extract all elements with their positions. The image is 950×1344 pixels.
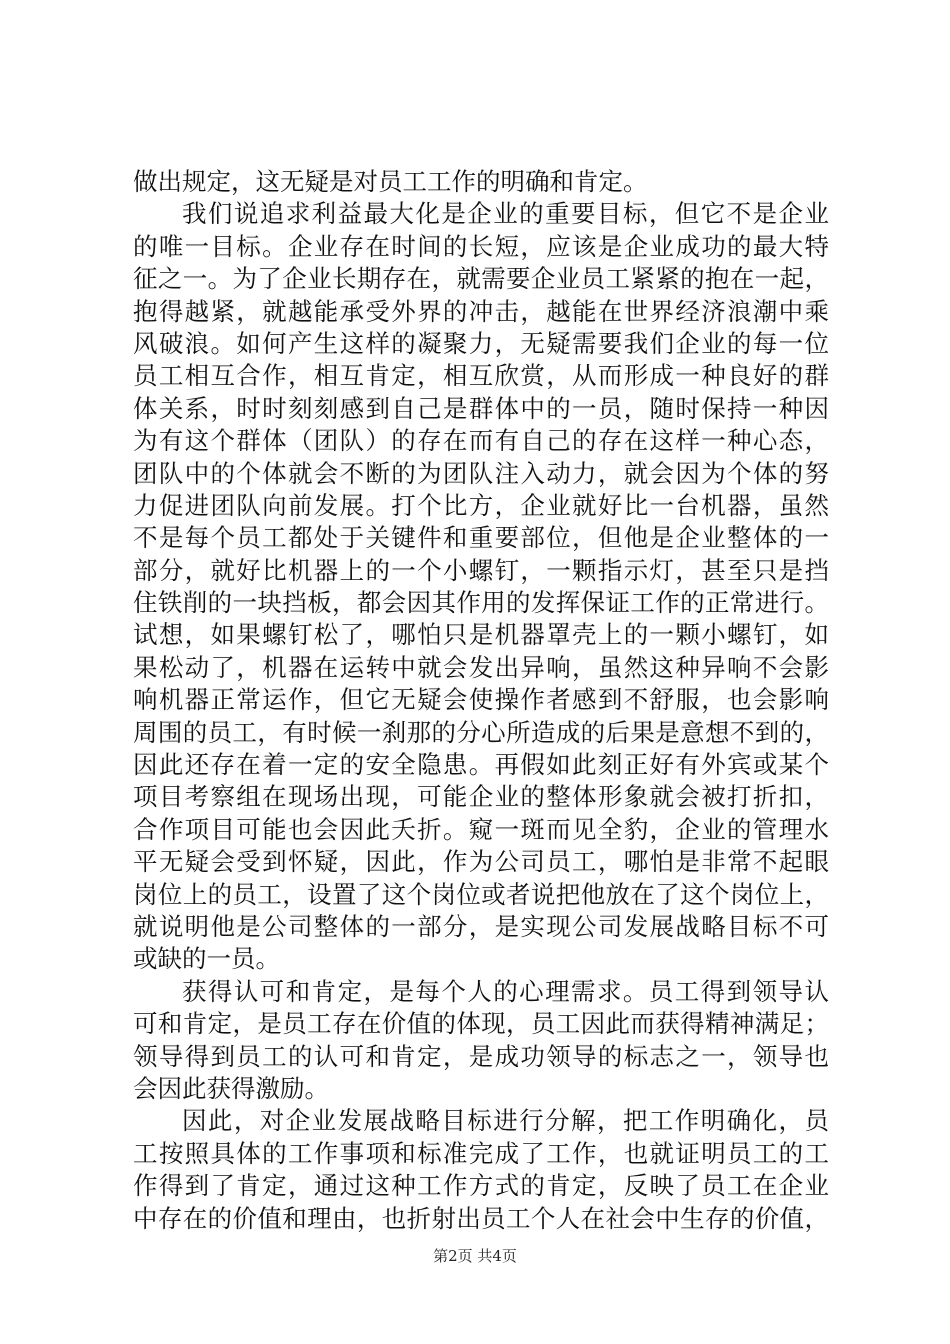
text-line: 做出规定，这无疑是对员工工作的明确和肯定。	[133, 167, 648, 196]
text-line: 风破浪。如何产生这样的凝聚力，无疑需要我们企业的每一位	[133, 328, 829, 358]
text-line: 住铁削的一块挡板，都会因其作用的发挥保证工作的正常进行。	[133, 588, 829, 618]
text-line: 领导得到员工的认可和肯定，是成功领导的标志之一，领导也	[133, 1041, 829, 1071]
body-text	[133, 166, 829, 1235]
text-line: 响机器正常运作，但它无疑会使操作者感到不舒服，也会影响	[133, 685, 829, 715]
text-line: 征之一。为了企业长期存在，就需要企业员工紧紧的抱在一起，	[133, 264, 829, 294]
text-line: 团队中的个体就会不断的为团队注入动力，就会因为个体的努	[133, 458, 829, 488]
text-line: 试想，如果螺钉松了，哪怕只是机器罩壳上的一颗小螺钉，如	[133, 620, 829, 650]
text-line: 因此还存在着一定的安全隐患。再假如此刻正好有外宾或某个	[133, 750, 829, 780]
text-line: 作得到了肯定，通过这种工作方式的肯定，反映了员工在企业	[133, 1171, 829, 1201]
text-line: 可和肯定，是员工存在价值的体现，员工因此而获得精神满足；	[133, 1009, 829, 1039]
text-line: 项目考察组在现场出现，可能企业的整体形象就会被打折扣，	[133, 782, 829, 812]
text-line: 体关系，时时刻刻感到自己是群体中的一员，随时保持一种因	[133, 393, 829, 423]
paragraph-first-line: 获得认可和肯定，是每个人的心理需求。员工得到领导认	[182, 976, 829, 1006]
text-line: 员工相互合作，相互肯定，相互欣赏，从而形成一种良好的群	[133, 361, 829, 391]
text-line: 就说明他是公司整体的一部分，是实现公司发展战略目标不可	[133, 911, 829, 941]
page-footer	[0, 1245, 950, 1266]
text-line: 力促进团队向前发展。打个比方，企业就好比一台机器，虽然	[133, 490, 829, 520]
text-line: 果松动了，机器在运转中就会发出异响，虽然这种异响不会影	[133, 652, 829, 682]
text-line: 的唯一目标。企业存在时间的长短，应该是企业成功的最大特	[133, 231, 829, 261]
text-line: 平无疑会受到怀疑，因此，作为公司员工，哪怕是非常不起眼	[133, 847, 829, 877]
text-line: 中存在的价值和理由，也折射出员工个人在社会中生存的价值，	[133, 1203, 829, 1233]
text-line: 抱得越紧，就越能承受外界的冲击，越能在世界经济浪潮中乘	[133, 296, 829, 326]
paragraph-first-line: 我们说追求利益最大化是企业的重要目标，但它不是企业	[182, 199, 829, 229]
text-line: 部分，就好比机器上的一个小螺钉，一颗指示灯，甚至只是挡	[133, 555, 829, 585]
text-line: 岗位上的员工，设置了这个岗位或者说把他放在了这个岗位上，	[133, 879, 829, 909]
text-line: 工按照具体的工作事项和标准完成了工作，也就证明员工的工	[133, 1138, 829, 1168]
text-line: 或缺的一员。	[133, 944, 280, 974]
text-line: 合作项目可能也会因此夭折。窥一斑而见全豹，企业的管理水	[133, 814, 829, 844]
text-line: 不是每个员工都处于关键件和重要部位，但他是企业整体的一	[133, 523, 829, 553]
text-line: 周围的员工，有时候一刹那的分心所造成的后果是意想不到的，	[133, 717, 829, 747]
page-number-label: 第2页 共4页	[433, 1247, 517, 1265]
paragraph-first-line: 因此，对企业发展战略目标进行分解，把工作明确化，员	[182, 1106, 829, 1136]
text-line: 为有这个群体（团队）的存在而有自己的存在这样一种心态，	[133, 426, 829, 456]
text-line: 会因此获得激励。	[133, 1073, 329, 1103]
